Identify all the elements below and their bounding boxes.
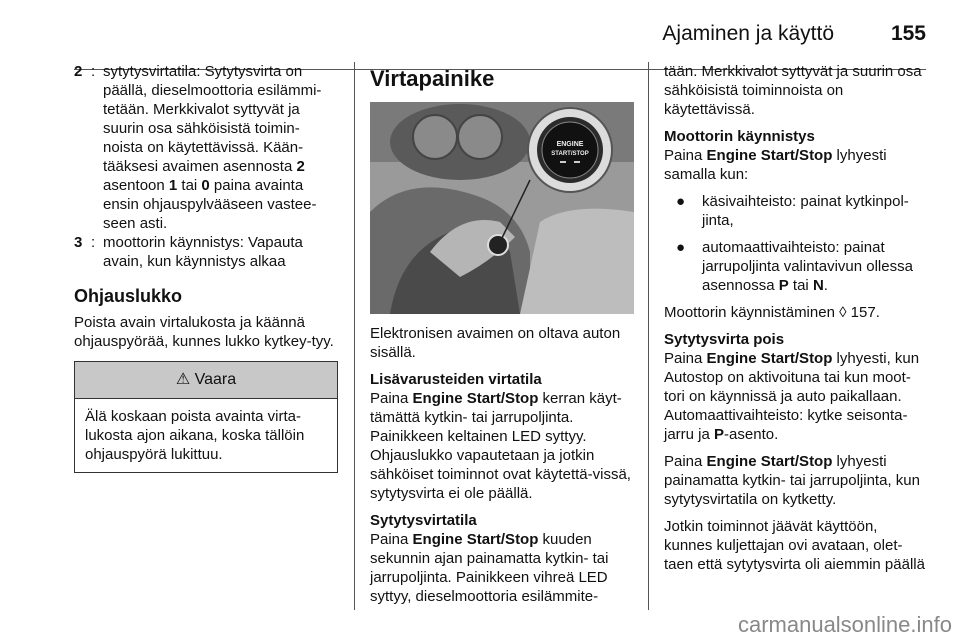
bullet-item (676, 192, 928, 230)
list-item (74, 62, 338, 233)
list-item (74, 233, 338, 271)
section-heading: Ohjauslukko (74, 286, 183, 306)
column-divider-2 (648, 62, 649, 610)
svg-text:START/STOP: START/STOP (551, 151, 589, 157)
bullet-dot: ● (676, 239, 686, 256)
page-header (0, 22, 926, 52)
reference-arrow-icon: ◊ (839, 304, 847, 321)
bullet-item (676, 238, 928, 295)
paragraph: Paina Engine Start/Stop lyhyesti, kun Autostop on aktivoituna tai kun moot-tori on käynnissä ja auto paikallaan. Automaattivaihteisto: kytke seisonta-jarru ja P-asento. (664, 350, 920, 443)
paragraph: Jotkin toiminnot jäävät käyttöön, kunnes kuljettajan ovi avataan, olet-taen että sytytysvirta oli aiemmin päällä (664, 518, 925, 573)
paragraph: Paina Engine Start/Stop lyhyesti samalla kun: (664, 147, 887, 183)
paragraph: tään. Merkkivalot syttyvät ja suurin osa sähköisistä toiminnoista on käytettävissä. (664, 63, 922, 118)
warning-text: Älä koskaan poista avainta virta-lukosta ajon aikana, koska tällöin ohjauspyörä lukittuu. (85, 408, 305, 463)
list-text: moottorin käynnistys: Vapauta avain, kun käynnistys alkaa (103, 234, 303, 270)
subsection-title: Sytytysvirta pois (664, 331, 785, 348)
subsection-title: Moottorin käynnistys (664, 128, 815, 145)
list-number: 3 (74, 234, 83, 251)
paragraph: Poista avain virtalukosta ja käännä ohjauspyörää, kunnes lukko kytkey-tyy. (74, 314, 334, 350)
warning-icon: ⚠ (175, 371, 191, 388)
page-title: Virtapainike (370, 66, 495, 91)
paragraph: Paina Engine Start/Stop kerran käyt-tämättä kytkin- tai jarrupoljinta. Painikkeen keltainen LED syttyy. Ohjauslukko vapautetaan ja jotkin sähköiset toiminnot ovat käytettä-vissä, sytytysvirta ei ole päällä. (370, 390, 631, 502)
paragraph: Paina Engine Start/Stop lyhyesti painamatta kytkin- tai jarrupoljinta, kun sytytysvirtatila on kytketty. (664, 453, 920, 508)
warning-header (75, 362, 337, 399)
list-colon: : (91, 234, 96, 251)
column-divider-1 (354, 62, 355, 610)
watermark: carmanualsonline.info (737, 612, 952, 637)
photo-caption: Elektronisen avaimen on oltava auton sisällä. (370, 325, 621, 361)
column-2 (370, 62, 634, 614)
list-text: sytytysvirtatila: Sytytysvirta on päällä, dieselmoottoria esilämmi-tetään. Merkkivalot syttyvät ja suurin osa sähköisistä toimin-noista on käytettävissä. Kään-tääksesi avaimen asennosta 2 asentoon 1 tai 0 paina avainta ensin ohjauspylvääseen vastee-seen asti. (103, 63, 322, 232)
column-1 (74, 62, 338, 473)
bullet-text: automaattivaihteisto: painat jarrupoljinta valintavivun ollessa asennossa P tai N. (702, 239, 913, 294)
bullet-text: käsivaihteisto: painat kytkinpol-jinta, (702, 193, 909, 229)
warning-title: Vaara (194, 371, 237, 388)
list-number: 2 (74, 63, 83, 80)
dashboard-photo (370, 102, 634, 314)
paragraph: Paina Engine Start/Stop kuuden sekunnin ajan painamatta kytkin- tai jarrupoljinta. Painikkeen vihreä LED syttyy, dieselmoottoria esilämmite- (370, 531, 609, 605)
subsection-title: Sytytysvirtatila (370, 512, 477, 529)
svg-text:ENGINE: ENGINE (556, 141, 584, 148)
list-colon: : (91, 63, 96, 80)
warning-box (74, 361, 338, 473)
cross-reference[interactable]: Moottorin käynnistäminen ◊ 157. (664, 304, 880, 321)
page-number: 155 (890, 22, 926, 45)
header-title: Ajaminen ja käyttö (662, 22, 834, 45)
subsection-title: Lisävarusteiden virtatila (370, 371, 542, 388)
bullet-dot: ● (676, 193, 686, 210)
dashboard-illustration (370, 102, 634, 314)
column-3 (664, 62, 928, 582)
